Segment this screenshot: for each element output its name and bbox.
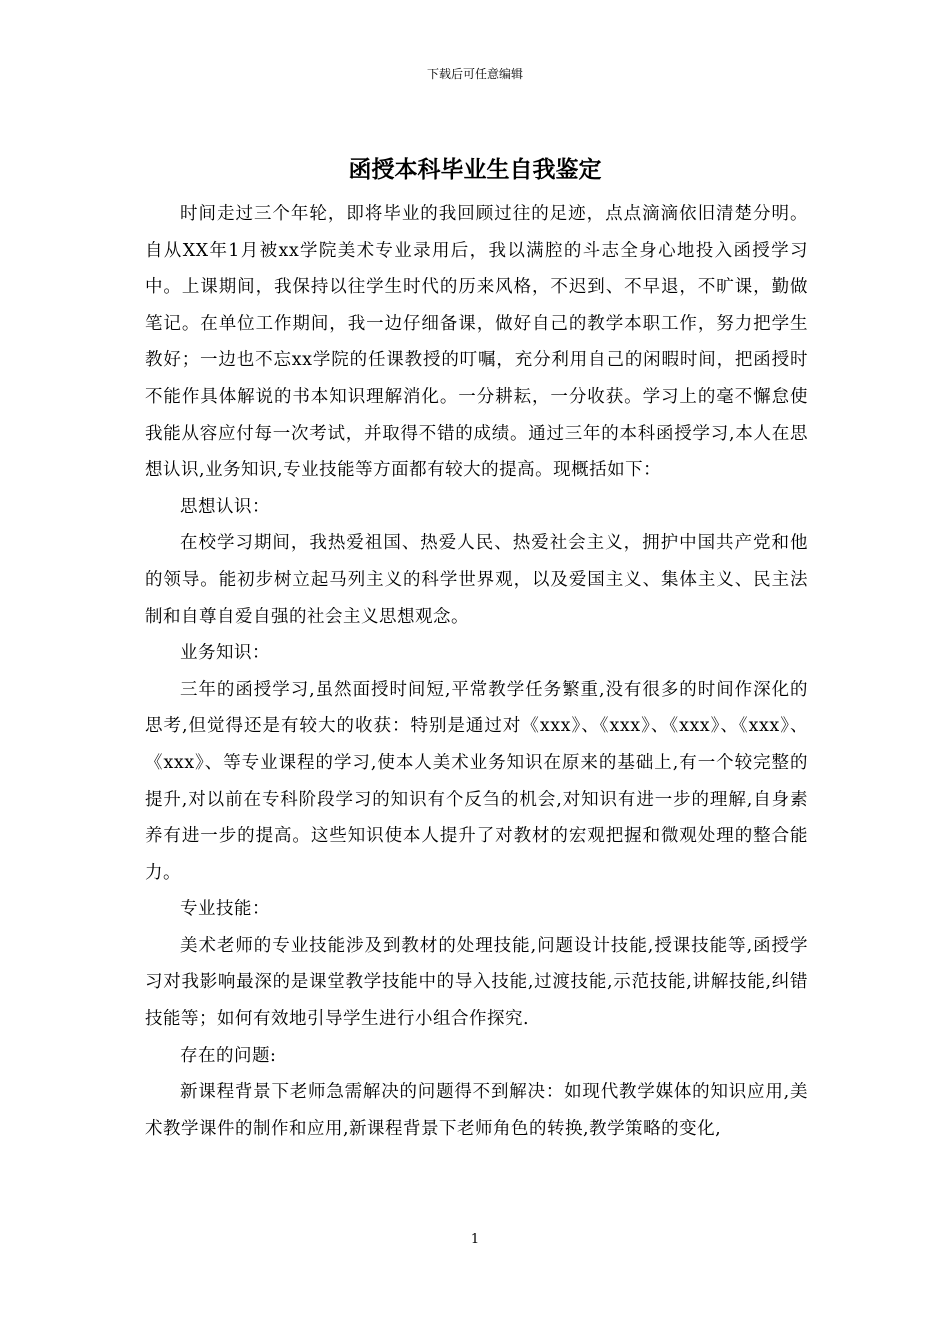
- section-heading-problems: 存在的问题:: [180, 1045, 277, 1066]
- section-text-professional-skills: 美术老师的专业技能涉及到教材的处理技能,问题设计技能,授课技能等,函授学习对我影响最深的是课堂教学技能中的导入技能,过渡技能,示范技能,讲解技能,纠错技能等；如何有效地引导学生进行小组合作探究.: [145, 935, 808, 1030]
- section-heading-business-knowledge: 业务知识：: [180, 643, 270, 664]
- header-note: 下载后可任意编辑: [426, 67, 523, 81]
- section-heading-ideology: 思想认识：: [180, 496, 270, 517]
- section-text-business-knowledge: 三年的函授学习,虽然面授时间短,平常教学任务繁重,没有很多的时间作深化的思考,但觉得还是有较大的收获：特别是通过对《xxx》、《xxx》、《xxx》、《xxx》、《xxx》、等专业课程的学习,使本人美术业务知识在原来的基础上,有一个较完整的提升,对以前在专科阶段学习的知识有个反刍的机会,对知识有进一步的理解,自身素养有进一步的提高。这些知识使本人提升了对教材的宏观把握和微观处理的整合能力。: [145, 679, 808, 883]
- intro-paragraph: 时间走过三个年轮，即将毕业的我回顾过往的足迹，点点滴滴依旧清楚分明。自从XX年1月被xx学院美术专业录用后，我以满腔的斗志全身心地投入函授学习中。上课期间，我保持以往学生时代的历来风格，不迟到、不早退，不旷课，勤做笔记。在单位工作期间，我一边仔细备课，做好自己的教学本职工作，努力把学生教好；一边也不忘xx学院的任课教授的叮嘱，充分利用自己的闲暇时间，把函授时不能作具体解说的书本知识理解消化。一分耕耘，一分收获。学习上的毫不懈怠使我能从容应付每一次考试，并取得不错的成绩。通过三年的本科函授学习,本人在思想认识,业务知识,专业技能等方面都有较大的提高。现概括如下：: [145, 204, 808, 481]
- section-heading-professional-skills: 专业技能：: [180, 899, 270, 920]
- document-title: 函授本科毕业生自我鉴定: [348, 157, 602, 183]
- section-text-ideology: 在校学习期间，我热爱祖国、热爱人民、热爱社会主义，拥护中国共产党和他的领导。能初步树立起马列主义的科学世界观，以及爱国主义、集体主义、民主法制和自尊自爱自强的社会主义思想观念。: [145, 533, 808, 627]
- section-text-problems: 新课程背景下老师急需解决的问题得不到解决：如现代教学媒体的知识应用,美术教学课件的制作和应用,新课程背景下老师角色的转换,教学策略的变化,: [145, 1082, 808, 1139]
- document-body: [145, 196, 808, 1147]
- page-number: 1: [470, 1232, 480, 1247]
